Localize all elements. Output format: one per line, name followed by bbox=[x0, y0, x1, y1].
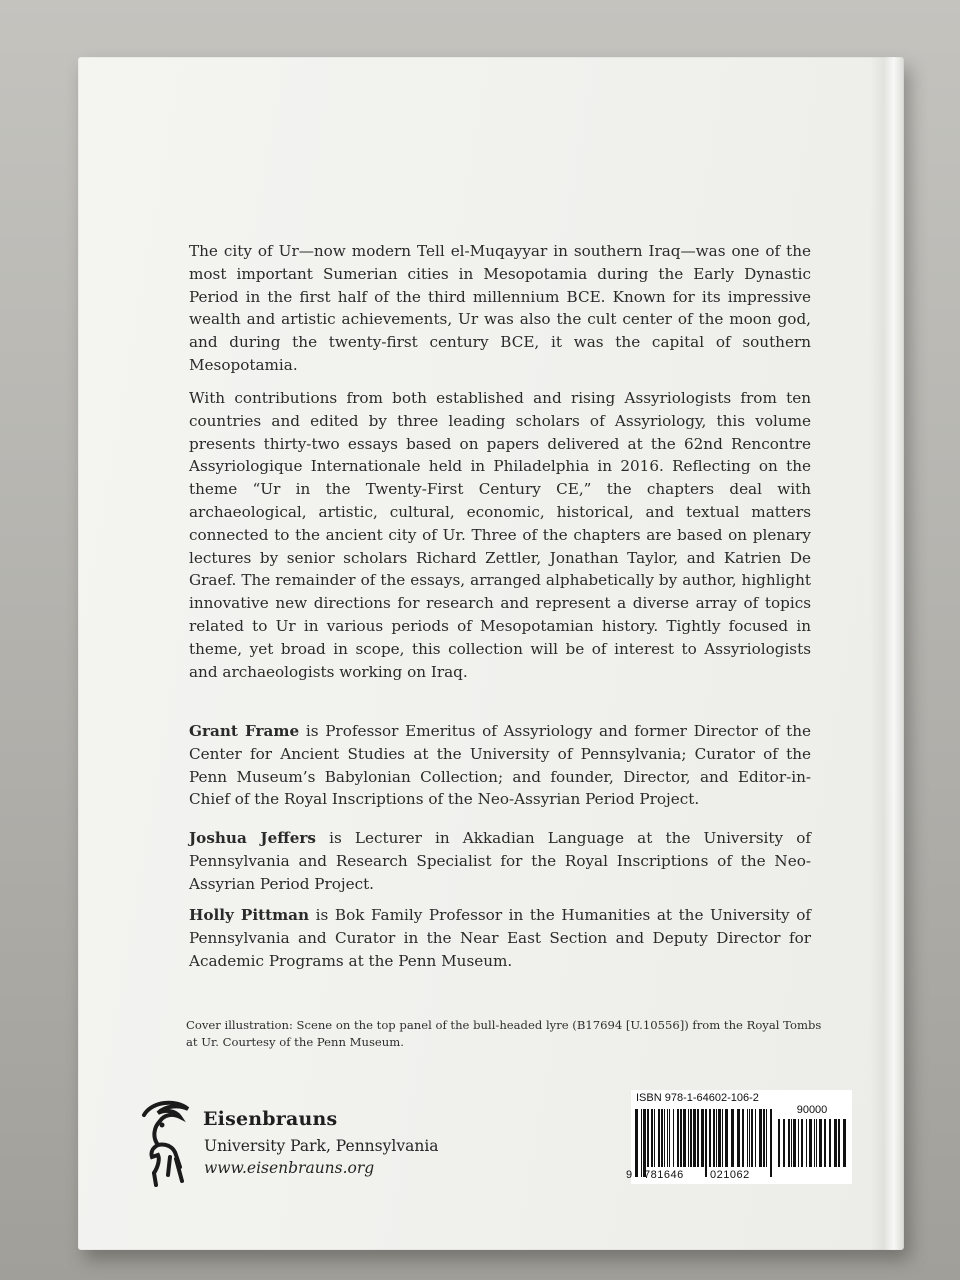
barcode-bar bbox=[647, 1109, 649, 1167]
barcode-bar bbox=[829, 1119, 831, 1167]
barcode-bar bbox=[751, 1109, 753, 1167]
editor-name: Holly Pittman bbox=[189, 906, 310, 924]
barcode-bar bbox=[705, 1109, 707, 1177]
price-code: 90000 bbox=[796, 1104, 828, 1116]
addon-barcode bbox=[778, 1119, 846, 1177]
barcode-bar bbox=[697, 1109, 699, 1167]
barcode-bar bbox=[683, 1109, 686, 1167]
barcode-bar bbox=[742, 1109, 744, 1167]
barcode-bar bbox=[688, 1109, 689, 1167]
barcode-bar bbox=[755, 1109, 756, 1167]
barcode-bar bbox=[677, 1109, 679, 1167]
barcode-bar bbox=[713, 1109, 715, 1167]
barcode-bar bbox=[806, 1119, 807, 1167]
ibex-icon bbox=[136, 1099, 198, 1189]
barcode-bar bbox=[766, 1109, 767, 1167]
barcode-bar bbox=[693, 1109, 696, 1167]
barcode-bar bbox=[824, 1119, 826, 1167]
barcode-bar bbox=[722, 1109, 723, 1167]
barcode-bar bbox=[731, 1109, 734, 1167]
editor-bio-text: is Bok Family Professor in the Humanities at the University of Pennsylvania and Curator in the Near East Section and Deputy Director for Academic Programs at the Penn Museum. bbox=[189, 906, 811, 970]
barcode-lead-digit: 9 bbox=[626, 1169, 633, 1181]
barcode-right-digits: 021062 bbox=[710, 1169, 750, 1181]
ean-barcode bbox=[635, 1109, 775, 1177]
barcode-bar bbox=[783, 1119, 785, 1167]
editor-name: Joshua Jeffers bbox=[189, 829, 316, 847]
barcode-bar bbox=[788, 1119, 790, 1167]
barcode-bar bbox=[759, 1109, 762, 1167]
barcode-bar bbox=[690, 1109, 692, 1167]
barcode-bar bbox=[763, 1109, 765, 1167]
barcode-bar bbox=[635, 1109, 638, 1177]
barcode-bar bbox=[669, 1109, 670, 1167]
barcode-left-digits: 781646 bbox=[644, 1169, 684, 1181]
barcode-bar bbox=[651, 1109, 653, 1167]
barcode-bar bbox=[709, 1109, 711, 1167]
barcode-bar bbox=[641, 1109, 642, 1177]
book-back-cover bbox=[78, 57, 904, 1250]
barcode-bar bbox=[778, 1119, 780, 1167]
barcode-bar bbox=[664, 1109, 665, 1167]
description-paragraph-1: The city of Ur—now modern Tell el-Muqayyar in southern Iraq—was one of the most important Sumerian cities in Mesopotamia during the Early Dynastic Period in the first half of the third millennium BCE. Known for its impressive wealth and artistic achievements, Ur was also the cult center of the moon god, and during the twenty-first century BCE, it was the capital of southern Mesopotamia. bbox=[189, 242, 811, 374]
publisher-url: www.eisenbrauns.org bbox=[204, 1159, 375, 1177]
barcode-bar bbox=[801, 1119, 803, 1167]
barcode-bar bbox=[816, 1119, 817, 1167]
barcode-bar bbox=[809, 1119, 812, 1167]
barcode-bar bbox=[661, 1109, 663, 1167]
editor-bio-grant-frame bbox=[189, 720, 811, 811]
barcode-bar bbox=[819, 1119, 822, 1167]
barcode-bar bbox=[701, 1109, 704, 1167]
barcode-bar bbox=[718, 1109, 721, 1167]
spine-edge bbox=[870, 57, 904, 1250]
editor-bio-text: is Lecturer in Akkadian Language at the University of Pennsylvania and Research Specialist for the Royal Inscriptions of the Neo-Assyrian Period Project. bbox=[189, 829, 812, 893]
barcode-bar bbox=[680, 1109, 682, 1167]
barcode-bar bbox=[725, 1109, 728, 1167]
barcode-bar bbox=[673, 1109, 674, 1167]
barcode-bar bbox=[843, 1119, 846, 1167]
barcode-bar bbox=[747, 1109, 748, 1167]
barcode-bar bbox=[834, 1119, 837, 1167]
publisher-place: University Park, Pennsylvania bbox=[204, 1137, 439, 1155]
barcode-bar bbox=[798, 1119, 799, 1167]
barcode-bar bbox=[793, 1119, 796, 1167]
editor-bio-text: is Professor Emeritus of Assyriology and former Director of the Center for Ancient Studies at the University of Pennsylvania; Curator of the Penn Museum’s Babylonian Collection; and founder, Director, and Editor-in-Chief of the Royal Inscriptions of the Neo-Assyrian Period Project. bbox=[189, 722, 811, 809]
cover-illustration-caption: Cover illustration: Scene on the top panel of the bull-headed lyre (B17694 [U.10556]) from the Royal Tombs at Ur. Courtesy of the Penn Museum. bbox=[186, 1018, 822, 1049]
barcode-bar bbox=[770, 1109, 772, 1177]
barcode-bar bbox=[838, 1119, 840, 1167]
isbn-label: ISBN 978-1-64602-106-2 bbox=[636, 1092, 759, 1104]
barcode-bar bbox=[814, 1119, 815, 1167]
editor-bio-holly-pittman bbox=[189, 904, 811, 972]
barcode-bar bbox=[737, 1109, 740, 1167]
barcode-bar bbox=[791, 1119, 792, 1167]
barcode-bar bbox=[643, 1109, 646, 1177]
publisher-name: Eisenbrauns bbox=[203, 1108, 338, 1130]
editor-name: Grant Frame bbox=[189, 722, 300, 740]
editor-bio-joshua-jeffers bbox=[189, 827, 811, 895]
barcode-bar bbox=[667, 1109, 668, 1167]
description-paragraph-2: With contributions from both established and rising Assyriologists from ten countries and edited by three leading scholars of Assyriology, this volume presents thirty-two essays based on papers delivered at the 62nd Rencontre Assyriologique Internationale held in Philadelphia in 2016. Reflecting on the theme “Ur in the Twenty-First Century CE,” the chapters deal with archaeological, artistic, cultural, economic, historical, and textual matters connected to the ancient city of Ur. Three of the chapters are based on plenary lectures by senior scholars Richard Zettler, Jonathan Taylor, and Katrien De Graef. The remainder of the essays, arranged alphabetically by author, highlight innovative new directions for research and represent a diverse array of topics related to Ur in various periods of Mesopotamian history. Tightly focused in theme, yet broad in scope, this collection will be of interest to Assyriologists and archaeologists working on Iraq. bbox=[189, 389, 811, 681]
barcode-bar bbox=[658, 1109, 660, 1167]
barcode-bar bbox=[716, 1109, 717, 1167]
barcode-bar bbox=[654, 1109, 655, 1167]
barcode-bar bbox=[749, 1109, 750, 1167]
